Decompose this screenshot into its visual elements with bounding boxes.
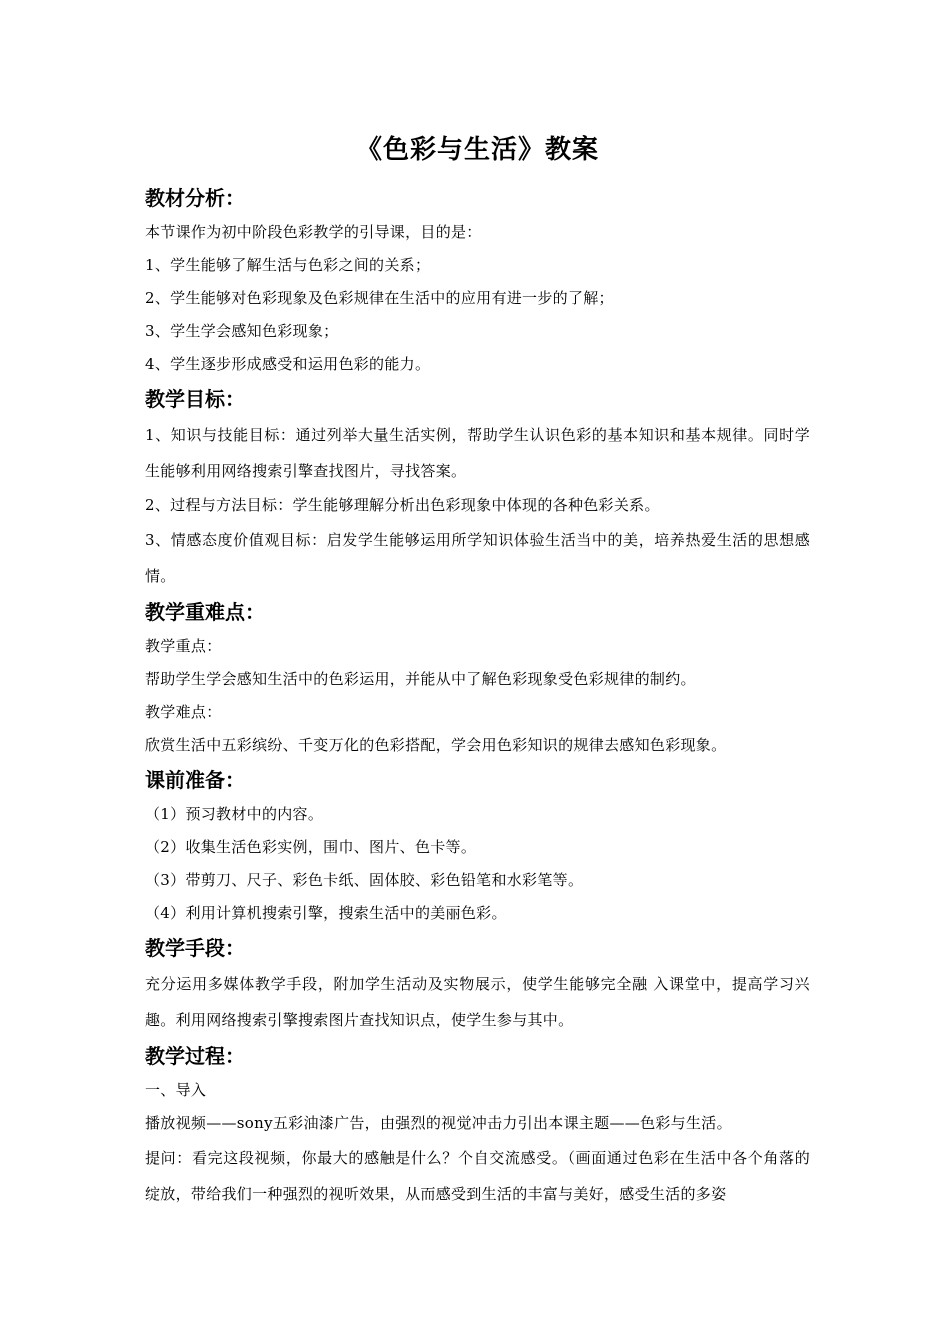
section-heading-prep: 课前准备： bbox=[145, 768, 245, 792]
keypoints-line: 教学重点： bbox=[145, 637, 222, 655]
analysis-line: 1、学生能够了解生活与色彩之间的关系； bbox=[145, 256, 431, 274]
goals-line: 3、情感态度价值观目标：启发学生能够运用所学知识体验生活当中的美，培养热爱生活的思想感情。 bbox=[145, 531, 810, 585]
analysis-line: 2、学生能够对色彩现象及色彩规律在生活中的应用有进一步的了解； bbox=[145, 289, 614, 307]
section-heading-goals: 教学目标： bbox=[145, 387, 245, 411]
process-line: 一、导入 bbox=[145, 1081, 207, 1099]
goals-line: 1、知识与技能目标：通过列举大量生活实例，帮助学生认识色彩的基本知识和基本规律。同时学生能够利用网络搜索引擎查找图片，寻找答案。 bbox=[145, 426, 810, 480]
means-line: 充分运用多媒体教学手段，附加学生活动及实物展示，使学生能够完全融 入课堂中，提高学习兴趣。利用网络搜索引擎搜索图片查找知识点，使学生参与其中。 bbox=[145, 975, 810, 1029]
analysis-line: 本节课作为初中阶段色彩教学的引导课，目的是： bbox=[145, 223, 482, 241]
section-heading-means: 教学手段： bbox=[145, 936, 245, 960]
keypoints-line: 帮助学生学会感知生活中的色彩运用，并能从中了解色彩现象受色彩规律的制约。 bbox=[145, 670, 696, 688]
analysis-line: 3、学生学会感知色彩现象； bbox=[145, 322, 339, 340]
process-line: 提问：看完这段视频，你最大的感触是什么？个自交流感受。（画面通过色彩在生活中各个角落的绽放，带给我们一种强烈的视听效果，从而感受到生活的丰富与美好，感受生活的多姿 bbox=[145, 1149, 810, 1203]
prep-line: （4）利用计算机搜索引擎，搜索生活中的美丽色彩。 bbox=[145, 904, 507, 922]
section-heading-analysis: 教材分析： bbox=[145, 186, 245, 210]
process-line: 播放视频——sony五彩油漆广告，由强烈的视觉冲击力引出本课主题——色彩与生活。 bbox=[145, 1114, 732, 1132]
prep-line: （2）收集生活色彩实例，围巾、图片、色卡等。 bbox=[145, 838, 477, 856]
keypoints-line: 欣赏生活中五彩缤纷、千变万化的色彩搭配，学会用色彩知识的规律去感知色彩现象。 bbox=[145, 736, 727, 754]
document-title: 《色彩与生活》教案 bbox=[355, 135, 599, 165]
prep-line: （1）预习教材中的内容。 bbox=[145, 805, 324, 823]
document-page bbox=[145, 128, 810, 1212]
keypoints-line: 教学难点： bbox=[145, 703, 222, 721]
section-heading-keypoints: 教学重难点： bbox=[145, 600, 265, 624]
analysis-line: 4、学生逐步形成感受和运用色彩的能力。 bbox=[145, 355, 431, 373]
goals-line: 2、过程与方法目标：学生能够理解分析出色彩现象中体现的各种色彩关系。 bbox=[145, 496, 660, 514]
prep-line: （3）带剪刀、尺子、彩色卡纸、固体胶、彩色铅笔和水彩笔等。 bbox=[145, 871, 584, 889]
section-heading-process: 教学过程： bbox=[145, 1044, 245, 1068]
